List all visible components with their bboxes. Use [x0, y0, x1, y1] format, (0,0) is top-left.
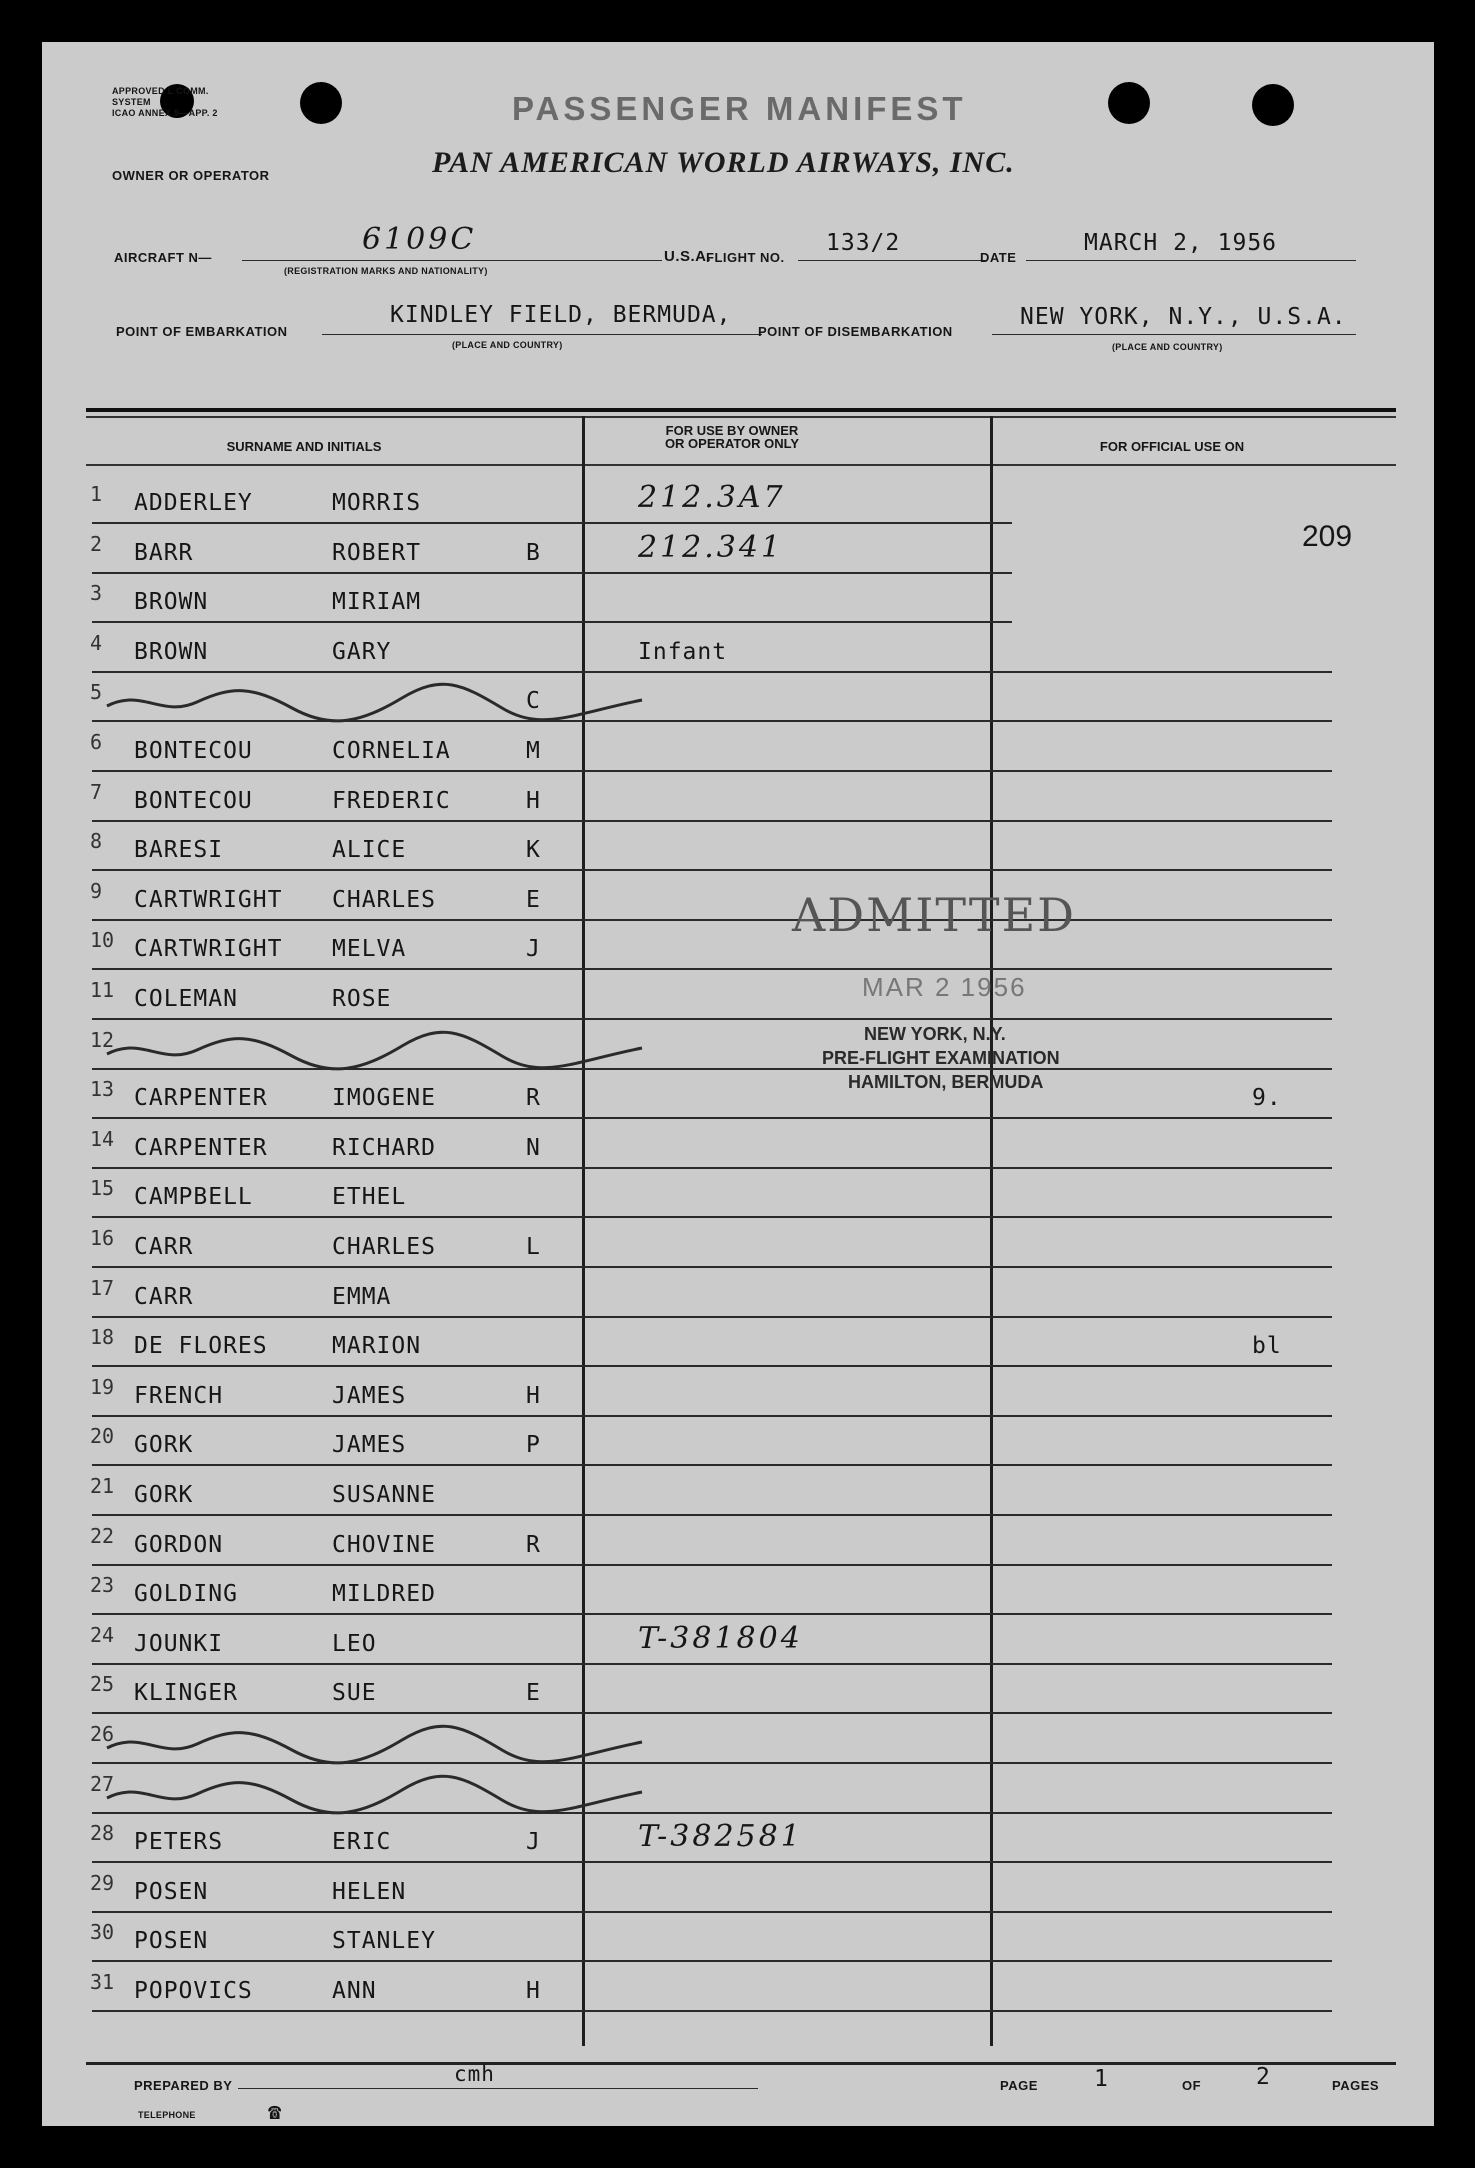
- table-row: [42, 1272, 1434, 1320]
- table-row: [42, 1718, 1434, 1766]
- passenger-surname: CARPENTER: [134, 1085, 268, 1111]
- strike-scribble-icon: [102, 1720, 662, 1766]
- official-use-value: 9.: [1252, 1085, 1282, 1111]
- approval-line: SYSTEM: [112, 97, 151, 107]
- of-value: 2: [1256, 2064, 1271, 2090]
- official-use-value: bl: [1252, 1333, 1282, 1359]
- passenger-surname: CARPENTER: [134, 1135, 268, 1161]
- row-number: 14: [90, 1127, 115, 1151]
- passenger-first-name: MARION: [332, 1333, 422, 1359]
- table-row: [42, 1123, 1434, 1171]
- passenger-initial: R: [526, 1085, 541, 1111]
- passenger-initial: L: [526, 1234, 541, 1260]
- row-number: 26: [90, 1722, 115, 1746]
- punch-hole-icon: [1252, 84, 1294, 126]
- passenger-surname: CARR: [134, 1234, 194, 1260]
- passenger-initial: H: [526, 1383, 541, 1409]
- approval-block: [112, 86, 218, 119]
- row-number: 10: [90, 928, 115, 952]
- strike-scribble-icon: [102, 678, 662, 724]
- passenger-first-name: RICHARD: [332, 1135, 436, 1161]
- strike-scribble-icon: [102, 1770, 662, 1816]
- date-value: MARCH 2, 1956: [1084, 230, 1278, 256]
- table-row: [42, 1619, 1434, 1667]
- row-number: 15: [90, 1176, 115, 1200]
- passenger-surname: CARR: [134, 1284, 194, 1310]
- passenger-initial: P: [526, 1432, 541, 1458]
- aircraft-label: AIRCRAFT N—: [114, 250, 212, 265]
- row-number: 25: [90, 1672, 115, 1696]
- table-row: [42, 974, 1434, 1022]
- passenger-initial: J: [526, 936, 541, 962]
- passenger-surname: BONTECOU: [134, 788, 253, 814]
- passenger-first-name: MILDRED: [332, 1581, 436, 1607]
- passenger-first-name: CHARLES: [332, 887, 436, 913]
- owner-header-line: OR OPERATOR ONLY: [664, 436, 800, 451]
- table-row: [42, 676, 1434, 724]
- stamp-line: HAMILTON, BERMUDA: [848, 1072, 1044, 1092]
- table-row: [42, 1321, 1434, 1369]
- table-row: [42, 1420, 1434, 1468]
- passenger-surname: PETERS: [134, 1829, 224, 1855]
- row-number: 4: [90, 631, 103, 655]
- passenger-initial: C: [526, 688, 541, 714]
- row-number: 18: [90, 1325, 115, 1349]
- table-row: [42, 776, 1434, 824]
- disembark-value: NEW YORK, N.Y., U.S.A.: [1020, 304, 1347, 330]
- owner-use-value: Infant: [638, 639, 728, 665]
- passenger-first-name: IMOGENE: [332, 1085, 436, 1111]
- table-row: [42, 1867, 1434, 1915]
- row-number: 1: [90, 482, 103, 506]
- aircraft-sub: (REGISTRATION MARKS AND NATIONALITY): [284, 266, 488, 276]
- passenger-initial: J: [526, 1829, 541, 1855]
- telephone-label: TELEPHONE: [138, 2110, 196, 2120]
- passenger-surname: FRENCH: [134, 1383, 224, 1409]
- telephone-icon: ☎: [268, 2100, 282, 2125]
- row-number: 23: [90, 1573, 115, 1597]
- passenger-surname: GORK: [134, 1482, 194, 1508]
- passenger-first-name: MORRIS: [332, 490, 422, 516]
- table-row: [42, 1916, 1434, 1964]
- passenger-surname: POPOVICS: [134, 1978, 253, 2004]
- passenger-surname: CARTWRIGHT: [134, 887, 283, 913]
- date-label: DATE: [980, 250, 1017, 265]
- table-row: [42, 726, 1434, 774]
- passenger-surname: ADDERLEY: [134, 490, 253, 516]
- passenger-surname: BROWN: [134, 589, 209, 615]
- passenger-surname: COLEMAN: [134, 986, 238, 1012]
- passenger-surname: DE FLORES: [134, 1333, 268, 1359]
- table-row: [42, 1817, 1434, 1865]
- stamp-date: MAR 2 1956: [862, 972, 1027, 1002]
- owner-use-value: 212.3A7: [638, 480, 786, 515]
- usa-label: U.S.A.: [664, 248, 712, 265]
- passenger-first-name: JAMES: [332, 1432, 407, 1458]
- embark-value: KINDLEY FIELD, BERMUDA,: [390, 302, 732, 328]
- punch-hole-icon: [1108, 82, 1150, 124]
- passenger-surname: BARR: [134, 540, 194, 566]
- table-row: [42, 1222, 1434, 1270]
- passenger-first-name: LEO: [332, 1631, 377, 1657]
- passenger-first-name: CORNELIA: [332, 738, 451, 764]
- approval-line: ICAO ANNEX 9—APP. 2: [112, 108, 218, 118]
- row-number: 24: [90, 1623, 115, 1647]
- row-number: 17: [90, 1276, 115, 1300]
- row-number: 5: [90, 680, 103, 704]
- disembark-label: POINT OF DISEMBARKATION: [758, 324, 953, 339]
- row-number: 30: [90, 1920, 115, 1944]
- embark-label: POINT OF EMBARKATION: [116, 324, 288, 339]
- row-number: 9: [90, 879, 103, 903]
- row-number: 2: [90, 532, 103, 556]
- passenger-initial: E: [526, 1680, 541, 1706]
- passenger-first-name: CHOVINE: [332, 1532, 436, 1558]
- row-number: 11: [90, 978, 115, 1002]
- column-header-official: FOR OFFICIAL USE ON: [1099, 439, 1245, 454]
- column-header-surname: SURNAME AND INITIALS: [226, 439, 382, 454]
- table-row: [42, 1569, 1434, 1617]
- stamp-line: PRE-FLIGHT EXAMINATION: [822, 1048, 1060, 1068]
- table-row: [42, 1668, 1434, 1716]
- passenger-first-name: ERIC: [332, 1829, 392, 1855]
- row-number: 7: [90, 780, 103, 804]
- row-number: 27: [90, 1772, 115, 1796]
- manifest-title: PASSENGER MANIFEST: [512, 90, 967, 127]
- table-row: [42, 1966, 1434, 2014]
- stamp-admitted: ADMITTED: [792, 888, 1077, 942]
- prepared-value: cmh: [454, 2062, 495, 2086]
- passenger-initial: M: [526, 738, 541, 764]
- passenger-first-name: CHARLES: [332, 1234, 436, 1260]
- owner-header-line: FOR USE BY OWNER: [665, 423, 799, 438]
- embark-sub: (PLACE AND COUNTRY): [452, 340, 563, 350]
- table-row: [42, 1371, 1434, 1419]
- passenger-first-name: ETHEL: [332, 1184, 407, 1210]
- passenger-first-name: ANN: [332, 1978, 377, 2004]
- disembark-sub: (PLACE AND COUNTRY): [1112, 342, 1223, 352]
- row-number: 8: [90, 829, 103, 853]
- passenger-first-name: SUSANNE: [332, 1482, 436, 1508]
- table-row: [42, 1470, 1434, 1518]
- table-row: [42, 1768, 1434, 1816]
- passenger-surname: GORK: [134, 1432, 194, 1458]
- stamp-line: NEW YORK, N.Y.: [864, 1024, 1006, 1044]
- table-row: [42, 577, 1434, 625]
- of-label: OF: [1182, 2078, 1202, 2093]
- passenger-first-name: JAMES: [332, 1383, 407, 1409]
- table-row: [42, 825, 1434, 873]
- passenger-initial: E: [526, 887, 541, 913]
- strike-scribble-icon: [102, 1026, 662, 1072]
- table-row: [42, 1172, 1434, 1220]
- row-number: 19: [90, 1375, 115, 1399]
- row-number: 16: [90, 1226, 115, 1250]
- passenger-surname: BROWN: [134, 639, 209, 665]
- row-number: 3: [90, 581, 103, 605]
- page-label: PAGE: [1000, 2078, 1038, 2093]
- passenger-first-name: ROSE: [332, 986, 392, 1012]
- passenger-surname: BARESI: [134, 837, 224, 863]
- row-number: 13: [90, 1077, 115, 1101]
- passenger-initial: N: [526, 1135, 541, 1161]
- owner-use-value: 212.341: [638, 530, 784, 565]
- passenger-first-name: STANLEY: [332, 1928, 436, 1954]
- passenger-surname: POSEN: [134, 1879, 209, 1905]
- passenger-surname: POSEN: [134, 1928, 209, 1954]
- table-row: [42, 1073, 1434, 1121]
- punch-hole-icon: [300, 82, 342, 124]
- aircraft-value: 6109C: [362, 222, 477, 257]
- passenger-initial: K: [526, 837, 541, 863]
- owner-use-value: T-382581: [638, 1819, 803, 1854]
- row-number: 20: [90, 1424, 115, 1448]
- passenger-surname: BONTECOU: [134, 738, 253, 764]
- passenger-first-name: ROBERT: [332, 540, 422, 566]
- passenger-first-name: ALICE: [332, 837, 407, 863]
- airline-name: PAN AMERICAN WORLD AIRWAYS, INC.: [432, 146, 1015, 179]
- row-number: 29: [90, 1871, 115, 1895]
- flight-value: 133/2: [826, 230, 901, 256]
- row-number: 28: [90, 1821, 115, 1845]
- passenger-initial: H: [526, 1978, 541, 2004]
- owner-use-value: T-381804: [638, 1621, 803, 1656]
- table-row: [42, 924, 1434, 972]
- passenger-surname: GORDON: [134, 1532, 224, 1558]
- passenger-first-name: GARY: [332, 639, 392, 665]
- manifest-sheet: [42, 42, 1434, 2126]
- passenger-initial: B: [526, 540, 541, 566]
- prepared-label: PREPARED BY: [134, 2078, 233, 2093]
- passenger-surname: CAMPBELL: [134, 1184, 253, 1210]
- passenger-first-name: SUE: [332, 1680, 377, 1706]
- passenger-initial: R: [526, 1532, 541, 1558]
- passenger-first-name: MIRIAM: [332, 589, 422, 615]
- approval-line: APPROVED L COMM.: [112, 86, 209, 96]
- table-row: [42, 1520, 1434, 1568]
- table-row: [42, 478, 1434, 526]
- table-row: [42, 627, 1434, 675]
- passenger-first-name: HELEN: [332, 1879, 407, 1905]
- passenger-surname: JOUNKI: [134, 1631, 224, 1657]
- table-row: [42, 528, 1434, 576]
- column-header-owner: [602, 424, 862, 450]
- table-row: [42, 1024, 1434, 1072]
- owner-label: OWNER OR OPERATOR: [112, 168, 270, 183]
- row-number: 22: [90, 1524, 115, 1548]
- flight-label: FLIGHT NO.: [706, 250, 785, 265]
- passenger-initial: H: [526, 788, 541, 814]
- passenger-surname: CARTWRIGHT: [134, 936, 283, 962]
- passenger-first-name: MELVA: [332, 936, 407, 962]
- passenger-first-name: FREDERIC: [332, 788, 451, 814]
- table-row: [42, 875, 1434, 923]
- row-number: 21: [90, 1474, 115, 1498]
- row-number: 6: [90, 730, 103, 754]
- page-value: 1: [1094, 2066, 1109, 2092]
- row-number: 31: [90, 1970, 115, 1994]
- pages-label: PAGES: [1332, 2078, 1380, 2093]
- passenger-first-name: EMMA: [332, 1284, 392, 1310]
- passenger-surname: KLINGER: [134, 1680, 238, 1706]
- passenger-surname: GOLDING: [134, 1581, 238, 1607]
- row-number: 12: [90, 1028, 115, 1052]
- official-number: 209: [1302, 520, 1353, 553]
